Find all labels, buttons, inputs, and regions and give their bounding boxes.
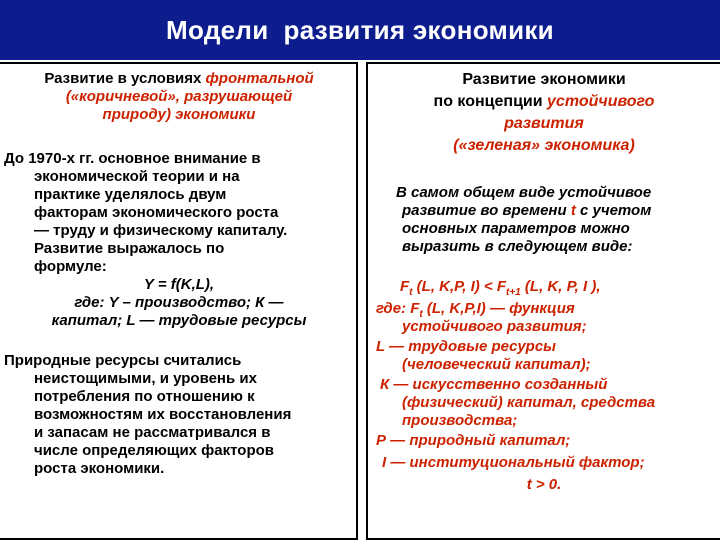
left-formula: Y = f(K,L), [143, 276, 215, 293]
right-heading-line-4: («зеленая» экономика) [453, 137, 635, 154]
right-formula: $F_t$ (L, K,P, $I) < F_{t+1}$ (L, K, P, I ), [400, 278, 601, 298]
right-heading-line-2: по концепции устойчивого [433, 93, 655, 110]
title-bar [0, 0, 720, 60]
right-formula-where: где: $F_t$ (L, K,P,I) — функция [376, 300, 575, 320]
left-formula-desc-1: где: Y – производство; К — [74, 294, 284, 311]
left-heading-line-1: Развитие в условиях фронтальной [44, 70, 314, 87]
left-heading-line-2: («коричневой», разрушающей [65, 88, 293, 105]
right-panel: Развитие экономики по концепции устойчивого развития («зеленая» экономика) В самом общем виде устойчивое развитие во времени t с учетом основных параметров можно выразить в следующем виде: $F_t$ (L, K,P, $I) < F_{t+1}$ (L, K, P, I ), где: $F_t$ (L, K,P,I) — функция устойчивого развития; L — трудовые ресурсы (человеческий капитал); К — искусственно созданный (физический) капитал, средства производства; Р — природный капитал; I — институциональный фактор; t > 0. [366, 62, 720, 540]
slide-title: Модели развития экономики [166, 14, 554, 45]
right-heading-line-1: Развитие экономики [462, 71, 626, 88]
left-heading-line-3: природу) экономики [102, 106, 256, 123]
left-formula-desc-2: капитал; L — трудовые ресурсы [51, 312, 307, 329]
right-heading-line-3: развития [504, 115, 584, 132]
left-panel: Развитие в условиях фронтальной («коричневой», разрушающей природу) экономики До 1970-х гг. основное внимание в экономической теории и на практике уделялось двум факторам экономического роста — труду и физическому капиталу. Развитие выражалось по формуле: Y = f(K,L), где: Y – производство; К — капитал; L — трудовые ресурсы Природные ресурсы считались неистощимыми, и уровень их потребления по отношению к возможностям их восстановления и запасам не рассматривался в числе определяющих факторов роста экономики. [0, 62, 358, 540]
